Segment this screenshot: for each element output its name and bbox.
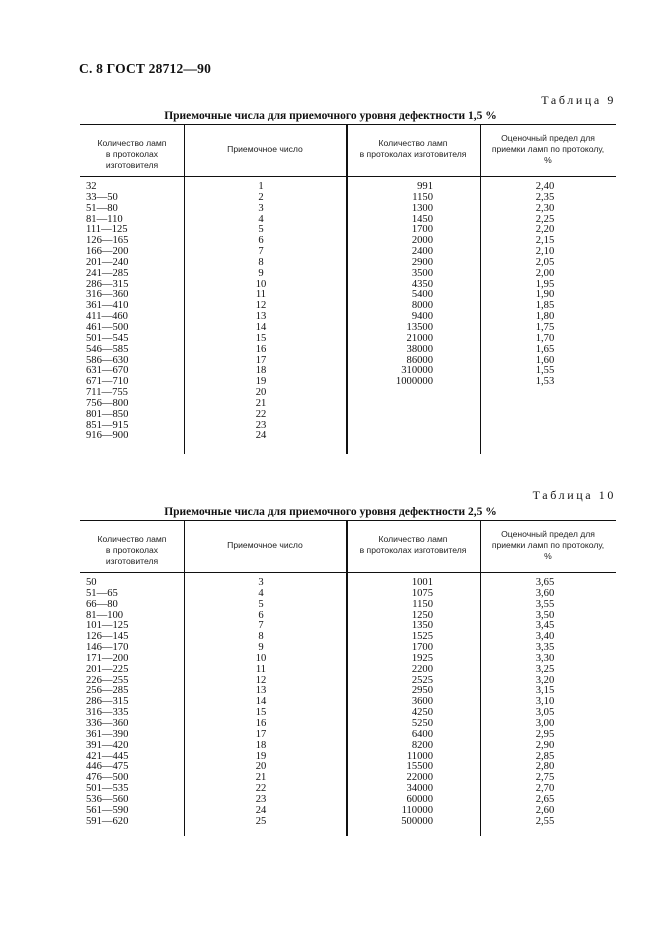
- table-cell: 111—125: [86, 224, 128, 236]
- table-cell: 2,10: [535, 246, 555, 258]
- table-cell: 3,55: [535, 598, 555, 610]
- table-10-divider-3: [480, 520, 481, 836]
- table-cell: 2,80: [535, 761, 555, 773]
- table-cell: 9: [258, 267, 264, 279]
- table-cell: 81—110: [86, 213, 123, 225]
- table-9-divider-2: [346, 124, 348, 454]
- table-cell: 1: [258, 181, 264, 192]
- table-cell: 1,65: [535, 343, 555, 355]
- table-10-header-acceptance: Приемочное число: [227, 540, 303, 550]
- table-cell: 3,15: [535, 685, 555, 697]
- table-cell: 22000: [406, 772, 433, 784]
- table-cell: 1000000: [395, 376, 433, 388]
- table-cell: 3,45: [535, 620, 555, 632]
- table-10-header-rule: [80, 572, 616, 573]
- table-cell: 561—590: [86, 804, 129, 816]
- table-10-top-rule: [80, 520, 616, 521]
- table-cell: 801—850: [86, 408, 129, 420]
- table-cell: 1,70: [535, 332, 555, 344]
- table-cell: 2000: [411, 235, 433, 247]
- table-cell: 391—420: [86, 739, 129, 751]
- table-cell: 12: [255, 300, 267, 312]
- table-cell: 851—915: [86, 419, 129, 431]
- page-header: С. 8 ГОСТ 28712—90: [79, 61, 212, 76]
- table-cell: 11: [255, 289, 267, 301]
- table-cell: 3,30: [535, 652, 555, 664]
- table-cell: 34000: [406, 783, 433, 795]
- table-cell: 13500: [406, 321, 433, 333]
- table-cell: 1350: [411, 620, 433, 632]
- table-cell: 14: [255, 696, 267, 708]
- table-cell: 546—585: [86, 343, 129, 355]
- table-cell: 756—800: [86, 397, 129, 409]
- table-cell: 2,20: [535, 224, 555, 236]
- table-cell: 16: [255, 343, 267, 355]
- table-cell: 2,65: [535, 793, 555, 805]
- table-cell: 2,95: [535, 728, 555, 740]
- table-cell: 3,65: [535, 577, 555, 588]
- table-cell: 2400: [411, 246, 433, 258]
- table-cell: 1,95: [535, 278, 555, 290]
- table-cell: 991: [417, 181, 433, 192]
- table-9-label: Таблица 9: [541, 93, 616, 107]
- table-cell: 22: [255, 783, 267, 795]
- table-cell: 2,85: [535, 750, 555, 762]
- table-cell: 7: [258, 246, 264, 258]
- table-cell: 126—165: [86, 235, 129, 247]
- table-cell: 201—225: [86, 663, 129, 675]
- table-cell: 146—170: [86, 642, 129, 654]
- table-cell: 20: [255, 761, 267, 773]
- table-cell: 3,60: [535, 587, 555, 599]
- table-9-limit-column: [525, 182, 565, 388]
- table-cell: 4: [258, 587, 264, 599]
- table-cell: 316—335: [86, 707, 129, 719]
- table-cell: 1075: [411, 587, 433, 599]
- table-cell: 286—315: [86, 696, 129, 708]
- table-cell: 631—670: [86, 365, 129, 377]
- table-cell: 38000: [406, 343, 433, 355]
- table-cell: 1,60: [535, 354, 555, 366]
- table-9-divider-3: [480, 124, 481, 454]
- table-cell: 24: [255, 804, 267, 816]
- table-9-lots-column: [86, 182, 176, 442]
- table-cell: 2,90: [535, 739, 555, 751]
- table-cell: 586—630: [86, 354, 129, 366]
- table-10-lots-column: [86, 578, 176, 827]
- table-9-acceptance-column: [246, 182, 276, 442]
- table-cell: 20: [255, 387, 267, 399]
- table-cell: 2,60: [535, 804, 555, 816]
- table-9: [80, 124, 616, 454]
- table-9-header-count: Количество ламп в протоколах изготовителя: [359, 138, 467, 159]
- table-cell: 316—360: [86, 289, 129, 301]
- table-cell: 6: [258, 609, 264, 621]
- table-10-divider-1: [184, 520, 185, 836]
- table-cell: 8000: [411, 300, 433, 312]
- table-cell: 60000: [406, 793, 433, 805]
- table-cell: 671—710: [86, 376, 129, 388]
- table-cell: 2,05: [535, 256, 555, 268]
- table-cell: 411—460: [86, 311, 128, 323]
- table-cell: 21: [255, 397, 267, 409]
- table-cell: 17: [255, 354, 267, 366]
- table-cell: 11000: [406, 750, 433, 762]
- table-cell: 3,20: [535, 674, 555, 686]
- table-cell: 501—545: [86, 332, 129, 344]
- table-cell: 536—560: [86, 793, 129, 805]
- table-cell: 4350: [411, 278, 433, 290]
- table-cell: 1,53: [535, 376, 555, 388]
- table-cell: 1150: [412, 598, 433, 610]
- table-cell: 9400: [411, 311, 433, 323]
- table-cell: 18: [255, 365, 267, 377]
- table-cell: 226—255: [86, 674, 129, 686]
- table-cell: 32: [86, 181, 97, 192]
- table-cell: 2,30: [535, 202, 555, 214]
- table-cell: 3,25: [535, 663, 555, 675]
- table-cell: 24: [255, 430, 267, 442]
- table-cell: 25: [255, 815, 267, 827]
- table-cell: 15: [255, 332, 267, 344]
- table-cell: 19: [255, 376, 267, 388]
- table-cell: 1700: [411, 224, 433, 236]
- table-cell: 2,75: [535, 772, 555, 784]
- table-cell: 8: [258, 631, 264, 643]
- table-cell: 591—620: [86, 815, 129, 827]
- table-cell: 1,75: [535, 321, 555, 333]
- table-cell: 18: [255, 739, 267, 751]
- table-cell: 10: [255, 278, 267, 290]
- table-cell: 8200: [411, 739, 433, 751]
- table-cell: 7: [258, 620, 264, 632]
- table-cell: 13: [255, 685, 267, 697]
- table-cell: 15: [255, 707, 267, 719]
- table-9-divider-1: [184, 124, 185, 454]
- table-cell: 3600: [411, 696, 433, 708]
- table-10-limit-column: [525, 578, 565, 827]
- table-9-header-limit: Оценочный предел для приемки ламп по протоколу, %: [491, 133, 605, 165]
- table-cell: 2,00: [535, 267, 555, 279]
- table-cell: 2: [258, 191, 264, 203]
- table-cell: 1001: [411, 577, 433, 588]
- table-cell: 126—145: [86, 631, 129, 643]
- table-cell: 16: [255, 717, 267, 729]
- table-cell: 2900: [411, 256, 433, 268]
- table-10-header-limit: Оценочный предел для приемки ламп по протоколу, %: [491, 529, 605, 561]
- table-cell: 461—500: [86, 321, 129, 333]
- table-cell: 421—445: [86, 750, 129, 762]
- table-cell: 361—410: [86, 300, 129, 312]
- table-cell: 501—535: [86, 783, 129, 795]
- table-cell: 3: [258, 202, 264, 214]
- table-10-label: Таблица 10: [532, 488, 616, 502]
- table-cell: 2,70: [535, 783, 555, 795]
- table-cell: 916—900: [86, 430, 129, 442]
- table-cell: 10: [255, 652, 267, 664]
- table-cell: 33—50: [86, 191, 118, 203]
- table-cell: 14: [255, 321, 267, 333]
- table-cell: 101—125: [86, 620, 129, 632]
- table-cell: 1150: [412, 191, 433, 203]
- table-cell: 310000: [401, 365, 433, 377]
- table-cell: 2,25: [535, 213, 555, 225]
- table-cell: 11: [255, 663, 267, 675]
- table-cell: 50: [86, 577, 97, 588]
- table-cell: 23: [255, 419, 267, 431]
- table-10-header-count: Количество ламп в протоколах изготовителя: [359, 534, 467, 555]
- table-cell: 21: [255, 772, 267, 784]
- table-cell: 3,50: [535, 609, 555, 621]
- table-cell: 171—200: [86, 652, 129, 664]
- table-9-header-lots: Количество ламп в протоколах изготовителя: [97, 138, 167, 170]
- table-cell: 2,40: [535, 181, 555, 192]
- table-10-acceptance-column: [246, 578, 276, 827]
- table-cell: 9: [258, 642, 264, 654]
- table-cell: 361—390: [86, 728, 129, 740]
- table-cell: 500000: [401, 815, 433, 827]
- table-cell: 22: [255, 408, 267, 420]
- table-cell: 12: [255, 674, 267, 686]
- table-cell: 5400: [411, 289, 433, 301]
- table-cell: 4: [258, 213, 264, 225]
- table-cell: 5: [258, 598, 264, 610]
- table-cell: 256—285: [86, 685, 129, 697]
- table-cell: 711—755: [86, 387, 128, 399]
- table-9-header-rule: [80, 176, 616, 177]
- table-cell: 2,55: [535, 815, 555, 827]
- table-cell: 166—200: [86, 246, 129, 258]
- table-cell: 201—240: [86, 256, 129, 268]
- table-9-header-acceptance: Приемочное число: [227, 144, 303, 154]
- table-cell: 8: [258, 256, 264, 268]
- table-cell: 51—80: [86, 202, 118, 214]
- table-cell: 1,90: [535, 289, 555, 301]
- table-cell: 86000: [406, 354, 433, 366]
- table-cell: 66—80: [86, 598, 118, 610]
- table-cell: 23: [255, 793, 267, 805]
- table-cell: 51—65: [86, 587, 118, 599]
- table-cell: 286—315: [86, 278, 129, 290]
- table-cell: 3500: [411, 267, 433, 279]
- table-cell: 3,10: [535, 696, 555, 708]
- table-cell: 15500: [406, 761, 433, 773]
- table-cell: 1,55: [535, 365, 555, 377]
- table-cell: 3,35: [535, 642, 555, 654]
- table-9-count-column: [380, 182, 433, 388]
- table-9-caption: Приемочные числа для приемочного уровня дефектности 1,5 %: [164, 110, 497, 122]
- table-cell: 81—100: [86, 609, 124, 621]
- table-cell: 5: [258, 224, 264, 236]
- table-cell: 1,85: [535, 300, 555, 312]
- table-cell: 2525: [411, 674, 433, 686]
- table-10-caption: Приемочные числа для приемочного уровня дефектности 2,5 %: [164, 506, 497, 518]
- table-cell: 2950: [411, 685, 433, 697]
- table-cell: 4250: [411, 707, 433, 719]
- table-cell: 6: [258, 235, 264, 247]
- table-cell: 476—500: [86, 772, 129, 784]
- table-cell: 17: [255, 728, 267, 740]
- table-cell: 446—475: [86, 761, 129, 773]
- table-cell: 3,05: [535, 707, 555, 719]
- table-cell: 19: [255, 750, 267, 762]
- table-cell: 3,40: [535, 631, 555, 643]
- table-cell: 336—360: [86, 717, 129, 729]
- table-cell: 1525: [411, 631, 433, 643]
- table-10: [80, 520, 616, 836]
- table-cell: 2,35: [535, 191, 555, 203]
- table-cell: 1,80: [535, 311, 555, 323]
- table-cell: 2200: [411, 663, 433, 675]
- table-cell: 241—285: [86, 267, 129, 279]
- table-cell: 1925: [411, 652, 433, 664]
- table-cell: 13: [255, 311, 267, 323]
- table-cell: 1300: [411, 202, 433, 214]
- table-cell: 3,00: [535, 717, 555, 729]
- table-cell: 1700: [411, 642, 433, 654]
- table-cell: 110000: [401, 804, 433, 816]
- table-10-count-column: [380, 578, 433, 827]
- table-cell: 5250: [411, 717, 433, 729]
- table-cell: 21000: [406, 332, 433, 344]
- table-cell: 3: [258, 577, 264, 588]
- table-10-header-lots: Количество ламп в протоколах изготовителя: [97, 534, 167, 566]
- table-cell: 1450: [411, 213, 433, 225]
- table-9-top-rule: [80, 124, 616, 125]
- table-cell: 6400: [411, 728, 433, 740]
- table-cell: 2,15: [535, 235, 555, 247]
- table-cell: 1250: [411, 609, 433, 621]
- table-10-divider-2: [346, 520, 348, 836]
